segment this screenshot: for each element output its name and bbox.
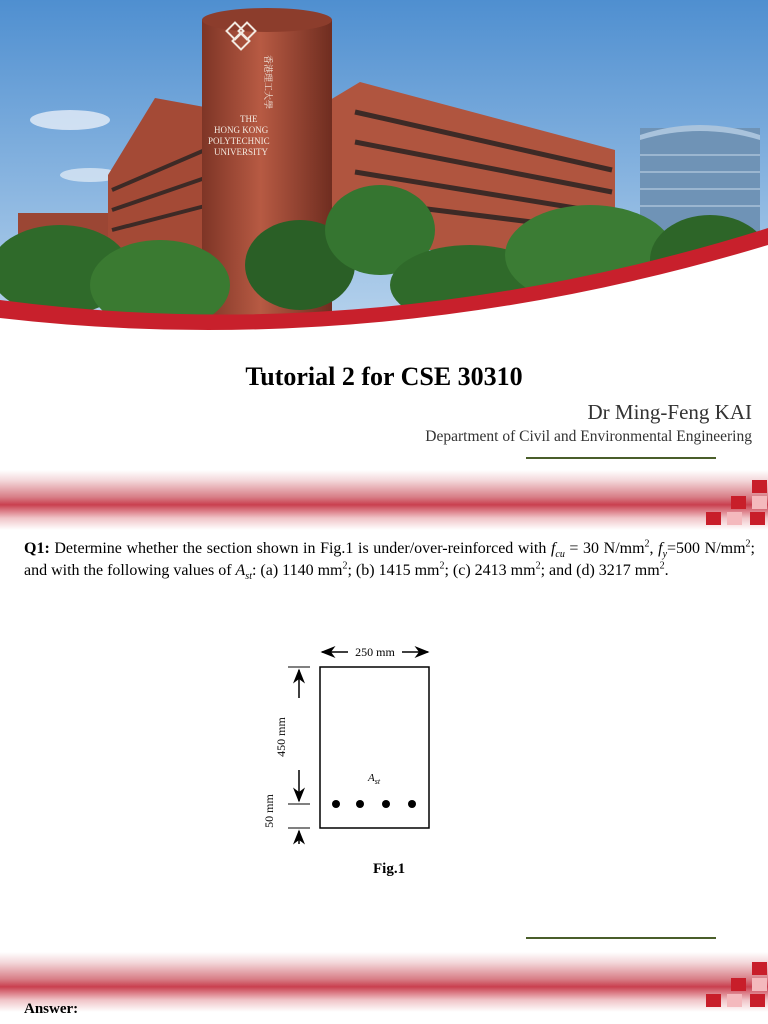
svg-text:THE: THE [240, 114, 258, 124]
banner-square-icon [727, 512, 742, 525]
banner-square-icon [752, 480, 767, 493]
question-text: , [649, 540, 659, 557]
rebar-dot [408, 800, 416, 808]
rebar-dot [382, 800, 390, 808]
ast-label-subscript: st [374, 777, 381, 786]
slide-title: Tutorial 2 for CSE 30310 [245, 362, 523, 391]
campus-photo-illustration [0, 0, 768, 345]
banner-gradient [0, 470, 768, 530]
slide-banner [0, 470, 768, 530]
banner-square-icon [706, 512, 721, 525]
fcu-symbol: f [550, 540, 556, 557]
banner-square-icon [750, 994, 765, 1007]
banner-square-icon [727, 994, 742, 1007]
rebar-dot [332, 800, 340, 808]
svg-text:HONG KONG: HONG KONG [214, 125, 269, 135]
rebar-dot [356, 800, 364, 808]
question-text: : (a) 1140 mm [251, 562, 343, 579]
width-label: 250 mm [355, 645, 395, 659]
slide-banner [0, 952, 768, 1012]
question-1 [24, 538, 755, 582]
height-label: 450 mm [274, 717, 288, 757]
superscript: 2 [644, 538, 650, 550]
question-label: Q1: [24, 540, 50, 557]
question-text: = 30 N/mm [564, 540, 645, 557]
divider-line [526, 457, 716, 459]
question-text: =500 N/mm [667, 540, 746, 557]
campus-photo [0, 0, 768, 345]
fy-subscript: y [662, 549, 668, 561]
superscript: 2 [439, 560, 445, 572]
question-text: Determine whether the section shown in Fig.1 is under/over-reinforced with [49, 540, 551, 557]
author-name: Dr Ming-Feng KAI [587, 400, 752, 424]
banner-square-icon [731, 496, 746, 509]
figure-1 [250, 640, 450, 880]
banner-square-icon [752, 962, 767, 975]
banner-square-icon [731, 978, 746, 991]
fcu-subscript: cu [555, 549, 565, 561]
figure-caption: Fig.1 [373, 861, 406, 877]
question-text: ; and with the following values of [24, 540, 755, 579]
ast-label-letter: A [368, 772, 375, 784]
cover-label: 50 mm [262, 794, 276, 828]
svg-text:UNIVERSITY: UNIVERSITY [214, 147, 268, 157]
banner-gradient [0, 952, 768, 1012]
banner-square-icon [750, 512, 765, 525]
svg-text:香港理工大學: 香港理工大學 [262, 55, 272, 110]
question-text: ; (c) 2413 mm [444, 562, 536, 579]
superscript: 2 [745, 538, 751, 550]
department-name: Department of Civil and Environmental Engineering [425, 428, 752, 445]
question-text: ; (b) 1415 mm [347, 562, 440, 579]
ast-symbol: A [235, 562, 246, 579]
svg-text:POLYTECHNIC: POLYTECHNIC [208, 136, 270, 146]
beam-section-diagram [250, 640, 450, 880]
question-text: . [664, 562, 669, 579]
answer-label: Answer: [24, 1001, 79, 1017]
banner-square-icon [752, 978, 767, 991]
title-slide [0, 0, 768, 470]
banner-square-icon [706, 994, 721, 1007]
superscript: 2 [535, 560, 541, 572]
question-text: ; and (d) 3217 mm [540, 562, 660, 579]
superscript: 2 [342, 560, 348, 572]
banner-square-icon [752, 496, 767, 509]
superscript: 2 [659, 560, 665, 572]
ast-subscript: st [245, 571, 252, 583]
fy-symbol: f [658, 540, 663, 557]
divider-line [526, 937, 716, 939]
